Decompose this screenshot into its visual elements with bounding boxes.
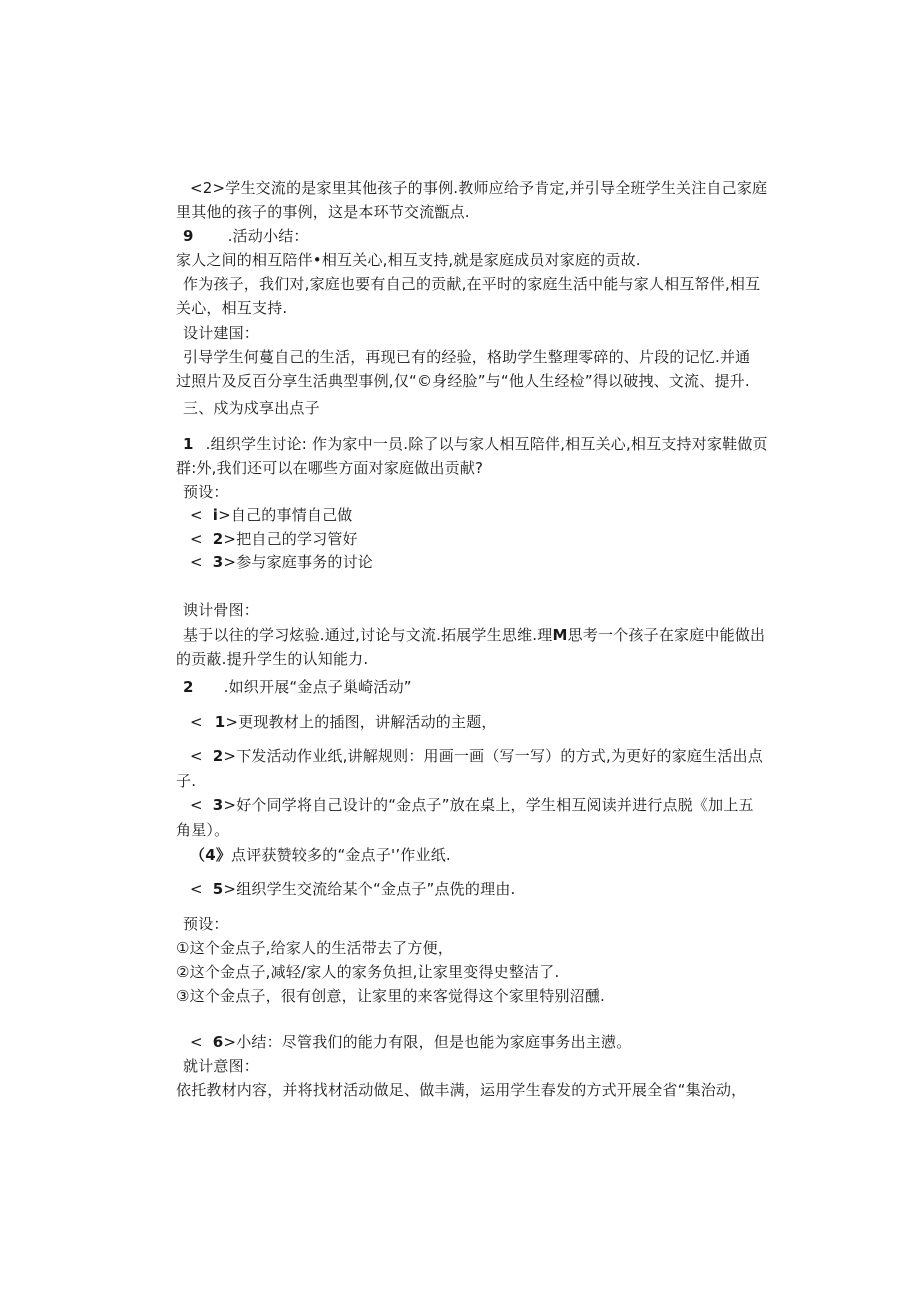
paragraph-line: 引导学生何蔓自己的生活，再现已有的经验，格助学生整理零碎的、片段的记忆.并通 bbox=[183, 348, 751, 366]
section-heading bbox=[183, 226, 309, 246]
section-number: 1 bbox=[183, 435, 194, 453]
list-number: 3 bbox=[212, 553, 224, 571]
paragraph-glyph: M bbox=[552, 626, 568, 644]
list-text: >自己的事情自己做 bbox=[218, 506, 353, 524]
design-heading: 设计建国： bbox=[183, 324, 260, 342]
paragraph-line: <2>学生交流的是家里其他孩子的事例.教师应给予肯定,并引导全班学生关注自己家庭 bbox=[190, 179, 768, 197]
list-item bbox=[190, 529, 358, 549]
list-text: >好个同学将自己设计的“金点子”放在桌上，学生相互阅读并进行点脱《加上五 bbox=[223, 796, 754, 814]
section-number: 9 bbox=[183, 227, 194, 245]
list-marker: < bbox=[190, 880, 203, 898]
paragraph-text: 思考一个孩子在家庭中能做出 bbox=[567, 626, 766, 644]
paragraph-line: 家人之间的相互陪伴•相互关心,相互支持,就是家庭成员对家庭的贡故. bbox=[176, 251, 641, 269]
paragraph-line: 依托教材内容，并将找材活动做足、做丰满，运用学生春发的方式开展全省“集治动， bbox=[176, 1081, 747, 1099]
paragraph-line: 里其他的孩子的事例，这是本环节交流甑点. bbox=[176, 203, 470, 221]
design-heading: 就计意图： bbox=[183, 1057, 260, 1075]
list-text: >小结：尽管我们的能力有限，但是也能为家庭事务出主懑。 bbox=[223, 1033, 632, 1051]
list-text: >把自己的学习管好 bbox=[223, 530, 358, 548]
list-number: 2 bbox=[212, 747, 224, 765]
list-number: （4》 bbox=[190, 846, 232, 864]
list-item bbox=[190, 845, 451, 865]
list-text: >更现教材上的插图，讲解活动的主题， bbox=[225, 713, 497, 731]
list-number: 6 bbox=[212, 1033, 224, 1051]
list-text: >下发活动作业纸,讲解规则：用画一画（写一写）的方式,为更好的家庭生活出点 bbox=[223, 747, 763, 765]
list-item bbox=[190, 1032, 631, 1052]
list-number: 2 bbox=[212, 530, 224, 548]
list-item bbox=[190, 879, 516, 899]
section-heading bbox=[183, 677, 412, 697]
section-number: 2 bbox=[183, 678, 194, 696]
list-text: >参与家庭事务的讨论 bbox=[223, 553, 373, 571]
list-marker: < bbox=[190, 747, 203, 765]
paragraph-line: 作为孩子，我们对,家庭也要有自己的贡献,在平时的家庭生活中能与家人相互帑伴,相互 bbox=[183, 275, 761, 293]
list-number: 1 bbox=[214, 713, 226, 731]
list-number: 5 bbox=[212, 880, 224, 898]
paragraph-line: 子. bbox=[176, 772, 197, 790]
paragraph-line: 角星）。 bbox=[176, 821, 230, 839]
list-item: ③这个金点子，很有创意，让家里的来客觉得这个家里特别沼醺. bbox=[176, 987, 606, 1005]
section-title: .活动小结： bbox=[227, 227, 309, 245]
list-number: 3 bbox=[212, 796, 224, 814]
preset-heading: 预设： bbox=[183, 915, 229, 933]
list-item bbox=[190, 795, 754, 815]
list-marker: < bbox=[190, 1033, 203, 1051]
preset-heading: 预设： bbox=[183, 483, 229, 501]
list-text: 点评获赞较多的“金点子'’作业纸. bbox=[231, 846, 451, 864]
paragraph-text: 基于以往的学习炫验.通过,讨论与文流.拓展学生思维.理 bbox=[183, 626, 553, 644]
list-item: ①这个金点子,给家人的生活带去了方便， bbox=[176, 939, 454, 957]
paragraph-line bbox=[183, 625, 765, 645]
list-marker: < bbox=[190, 530, 203, 548]
list-text: >组织学生交流给某个“金点子”点侁的理由. bbox=[223, 880, 516, 898]
list-item bbox=[190, 552, 373, 572]
list-item bbox=[190, 712, 497, 732]
section-title: .如织开展“金点子巢崎活动” bbox=[223, 678, 412, 696]
paragraph-line: 关心，相互支持. bbox=[176, 299, 288, 317]
list-marker: < bbox=[190, 506, 203, 524]
paragraph-line: 群:外,我们还可以在哪些方面对家庭做出贡献? bbox=[176, 459, 484, 477]
list-item bbox=[190, 746, 763, 766]
list-marker: < bbox=[190, 713, 203, 731]
paragraph-line: 过照片及反百分享生活典型事例,仅“©身经脸”与“他人生经检”得以破拽、文流、提升. bbox=[176, 372, 750, 390]
section-heading: 三、戍为戍享出点子 bbox=[183, 399, 320, 417]
section-title: .组织学生讨论: 作为家中一员.除了以与家人相互陪伴,相互关心,相互支持对家鞋做页 bbox=[205, 435, 768, 453]
list-number: i bbox=[212, 506, 219, 524]
list-marker: < bbox=[190, 796, 203, 814]
list-marker: < bbox=[190, 553, 203, 571]
list-item bbox=[190, 505, 353, 525]
paragraph-line: 的贡蔽.提升学生的认知能力. bbox=[176, 650, 369, 668]
design-heading: 谀计骨图： bbox=[183, 601, 260, 619]
list-item: ②这个金点子,减轻/家人的家务负担,让家里变得史整洁了. bbox=[176, 963, 560, 981]
section-heading bbox=[183, 434, 768, 454]
